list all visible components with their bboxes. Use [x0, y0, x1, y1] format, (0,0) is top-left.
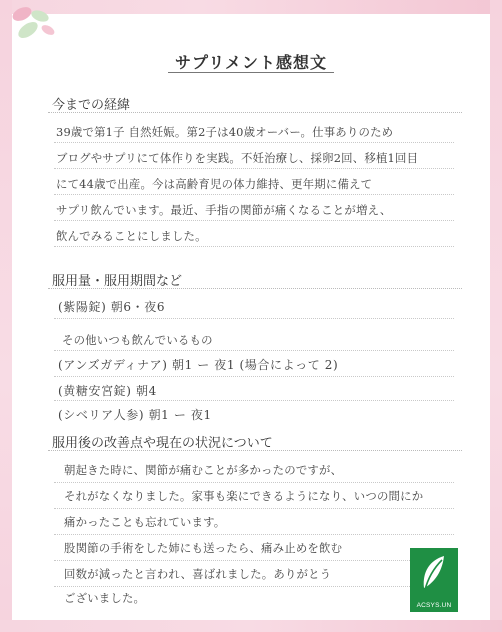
dosage-divider [48, 288, 462, 289]
dosage-line: (黄糖安宮錠) 朝4 [58, 384, 157, 398]
dosage-line: (紫陽錠) 朝6・夜6 [58, 300, 166, 314]
page-title: サプリメント感想文 [174, 53, 328, 72]
after-divider [48, 450, 462, 451]
after-line: 回数が減ったと言われ、喜ばれました。ありがとう [64, 567, 332, 581]
logo-text: ACSYS.UN [416, 602, 452, 609]
history-divider [48, 112, 462, 113]
history-line: サプリ飲んでいます。最近、手指の関節が痛くなることが増え、 [56, 203, 392, 217]
history-heading: 今までの経緯 [52, 98, 131, 113]
ruled-line [54, 586, 454, 587]
ruled-line [54, 508, 454, 509]
ruled-line [54, 246, 454, 247]
dosage-line: その他いつも飲んでいるもの [62, 333, 213, 347]
ruled-line [54, 168, 454, 169]
after-heading: 服用後の改善点や現在の状況について [52, 436, 273, 451]
history-line: 39歳で第1子 自然妊娠。第2子は40歳オーバー。仕事ありのため [56, 125, 394, 139]
ruled-line [54, 560, 454, 561]
ruled-line [54, 400, 454, 401]
after-line: 朝起きた時に、関節が痛むことが多かったのですが、 [64, 463, 343, 477]
after-line: ございました。 [64, 591, 146, 605]
pink-border-bottom [0, 620, 502, 632]
after-line: 股関節の手術をした姉にも送ったら、痛み止めを飲む [64, 541, 343, 555]
ruled-line [54, 220, 454, 221]
leaf-decoration-icon [6, 2, 66, 44]
pink-border-left [0, 0, 12, 632]
ruled-line [54, 194, 454, 195]
ruled-line [54, 376, 454, 377]
ruled-line [54, 534, 454, 535]
ruled-line [54, 318, 454, 319]
title-underline [168, 72, 334, 73]
ruled-line [54, 142, 454, 143]
pink-border-top [0, 0, 502, 14]
dosage-heading: 服用量・服用期間など [52, 274, 183, 289]
history-line: ブログやサプリにて体作りを実践。不妊治療し、採卵2回、移植1回目 [56, 151, 419, 165]
after-line: 痛かったことも忘れています。 [64, 515, 226, 529]
ruled-line [54, 350, 454, 351]
dosage-line: (アンズガディナア) 朝1 ー 夜1 (場合によって 2) [58, 358, 339, 372]
history-line: 飲んでみることにしました。 [56, 229, 207, 243]
pink-border-right [490, 0, 502, 632]
history-line: にて44歳で出産。今は高齢育児の体力維持、更年期に備えて [56, 177, 373, 191]
after-line: それがなくなりました。家事も楽にできるようになり、いつの間にか [64, 489, 424, 503]
brand-logo [410, 548, 458, 612]
dosage-line: (シベリア人参) 朝1 ー 夜1 [58, 408, 212, 422]
ruled-line [54, 482, 454, 483]
leaf-icon [418, 554, 450, 594]
